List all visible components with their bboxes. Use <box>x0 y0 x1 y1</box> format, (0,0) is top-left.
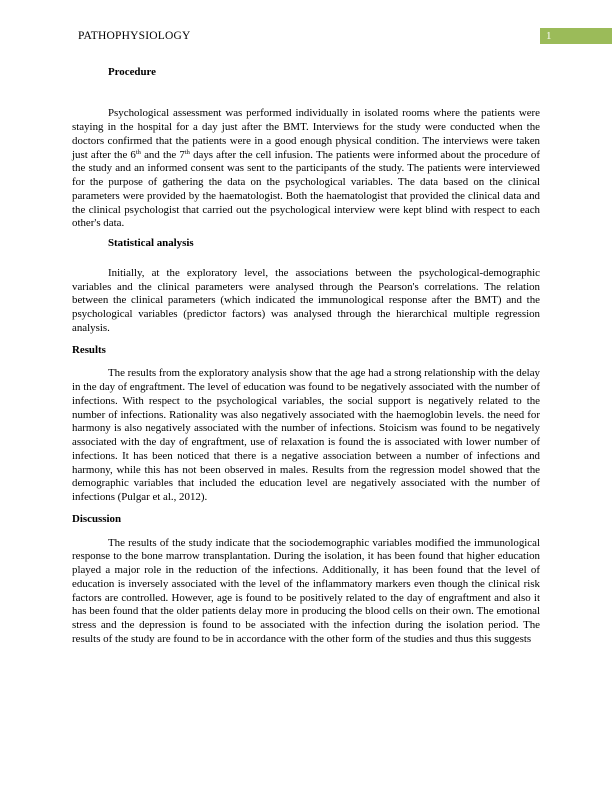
procedure-text-part-1: Psychological assessment was performed individually in isolated rooms where the patients were staying in the hospital for a day just after the BMT. Interviews for the study were conducted when the doctors confirmed that the patients were in a good enough physical condition. The interviews were taken just after the 6 <box>72 107 540 161</box>
discussion-heading: Discussion <box>72 512 122 525</box>
procedure-text-part-2: and the 7 <box>140 148 185 161</box>
ordinal-suffix: th <box>135 148 141 156</box>
results-heading: Results <box>72 343 106 356</box>
procedure-text-part-3: days after the cell infusion. The patients were informed about the procedure of the study and an informed consent was sent to the participants of the study. The patients were interviewed for the purpose of gathering the data on the psychological variables. The data based on the clinical parameters were provided by the haematologist. Both the haematologist that provided the clinical data and the clinical psychologist that carried out the psychological interview were kept blind with respect to each other's data. <box>72 148 540 230</box>
statistical-analysis-paragraph: Initially, at the exploratory level, the associations between the psychological-demographic variables and the clinical parameters were analysed through the Pearson's correlations. The relation between the clinical parameters (which indicated the immunological response after the BMT) and the psychological variables (predictor factors) was analysed through the hierarchical multiple regression analysis. <box>72 266 540 334</box>
results-paragraph: The results from the exploratory analysis show that the age had a strong relationship with the delay in the day of engraftment. The level of education was found to be negatively associated with the number of infections. With respect to the psychological variables, the social support is negatively related to the number of infections. Rationality was also negatively associated with the haemoglobin levels. the need for harmony is also negatively associated with the number of infections. Stoicism was found to be negatively associated with the day of engraftment, use of relaxation is found the is associated with lower number of infections. It has been noticed that there is a negative association between a number of infections and harmony, while this has not been observed in males. Results from the regression model showed that the demographic variables that included the education level are negatively associated with the number of infections (Pulgar et al., 2012). <box>72 367 540 503</box>
ordinal-suffix: th <box>184 148 190 156</box>
discussion-paragraph: The results of the study indicate that the sociodemographic variables modified the immunological response to the bone marrow transplantation. During the isolation, it has been found that higher education played a major role in the reduction of the infections. Additionally, it has been found that the level of education is inversely associated with the level of the inflammatory markers even though the clinical risk factors are controlled. However, age is found to be positively related to the day of engraftment and also it has been found that the older patients delay more in producing the blood cells on their own. The emotional stress and the depression is found to be associated with the infection during the isolation period. The results of the study are found to be in accordance with the other form of the studies and thus this suggests <box>72 536 540 645</box>
document-body <box>72 66 540 647</box>
statistical-analysis-heading: Statistical analysis <box>108 237 194 249</box>
page-number-badge: 1 <box>540 28 612 44</box>
running-header-title: PATHOPHYSIOLOGY <box>78 30 191 42</box>
procedure-heading: Procedure <box>108 66 156 78</box>
procedure-paragraph <box>72 107 540 231</box>
